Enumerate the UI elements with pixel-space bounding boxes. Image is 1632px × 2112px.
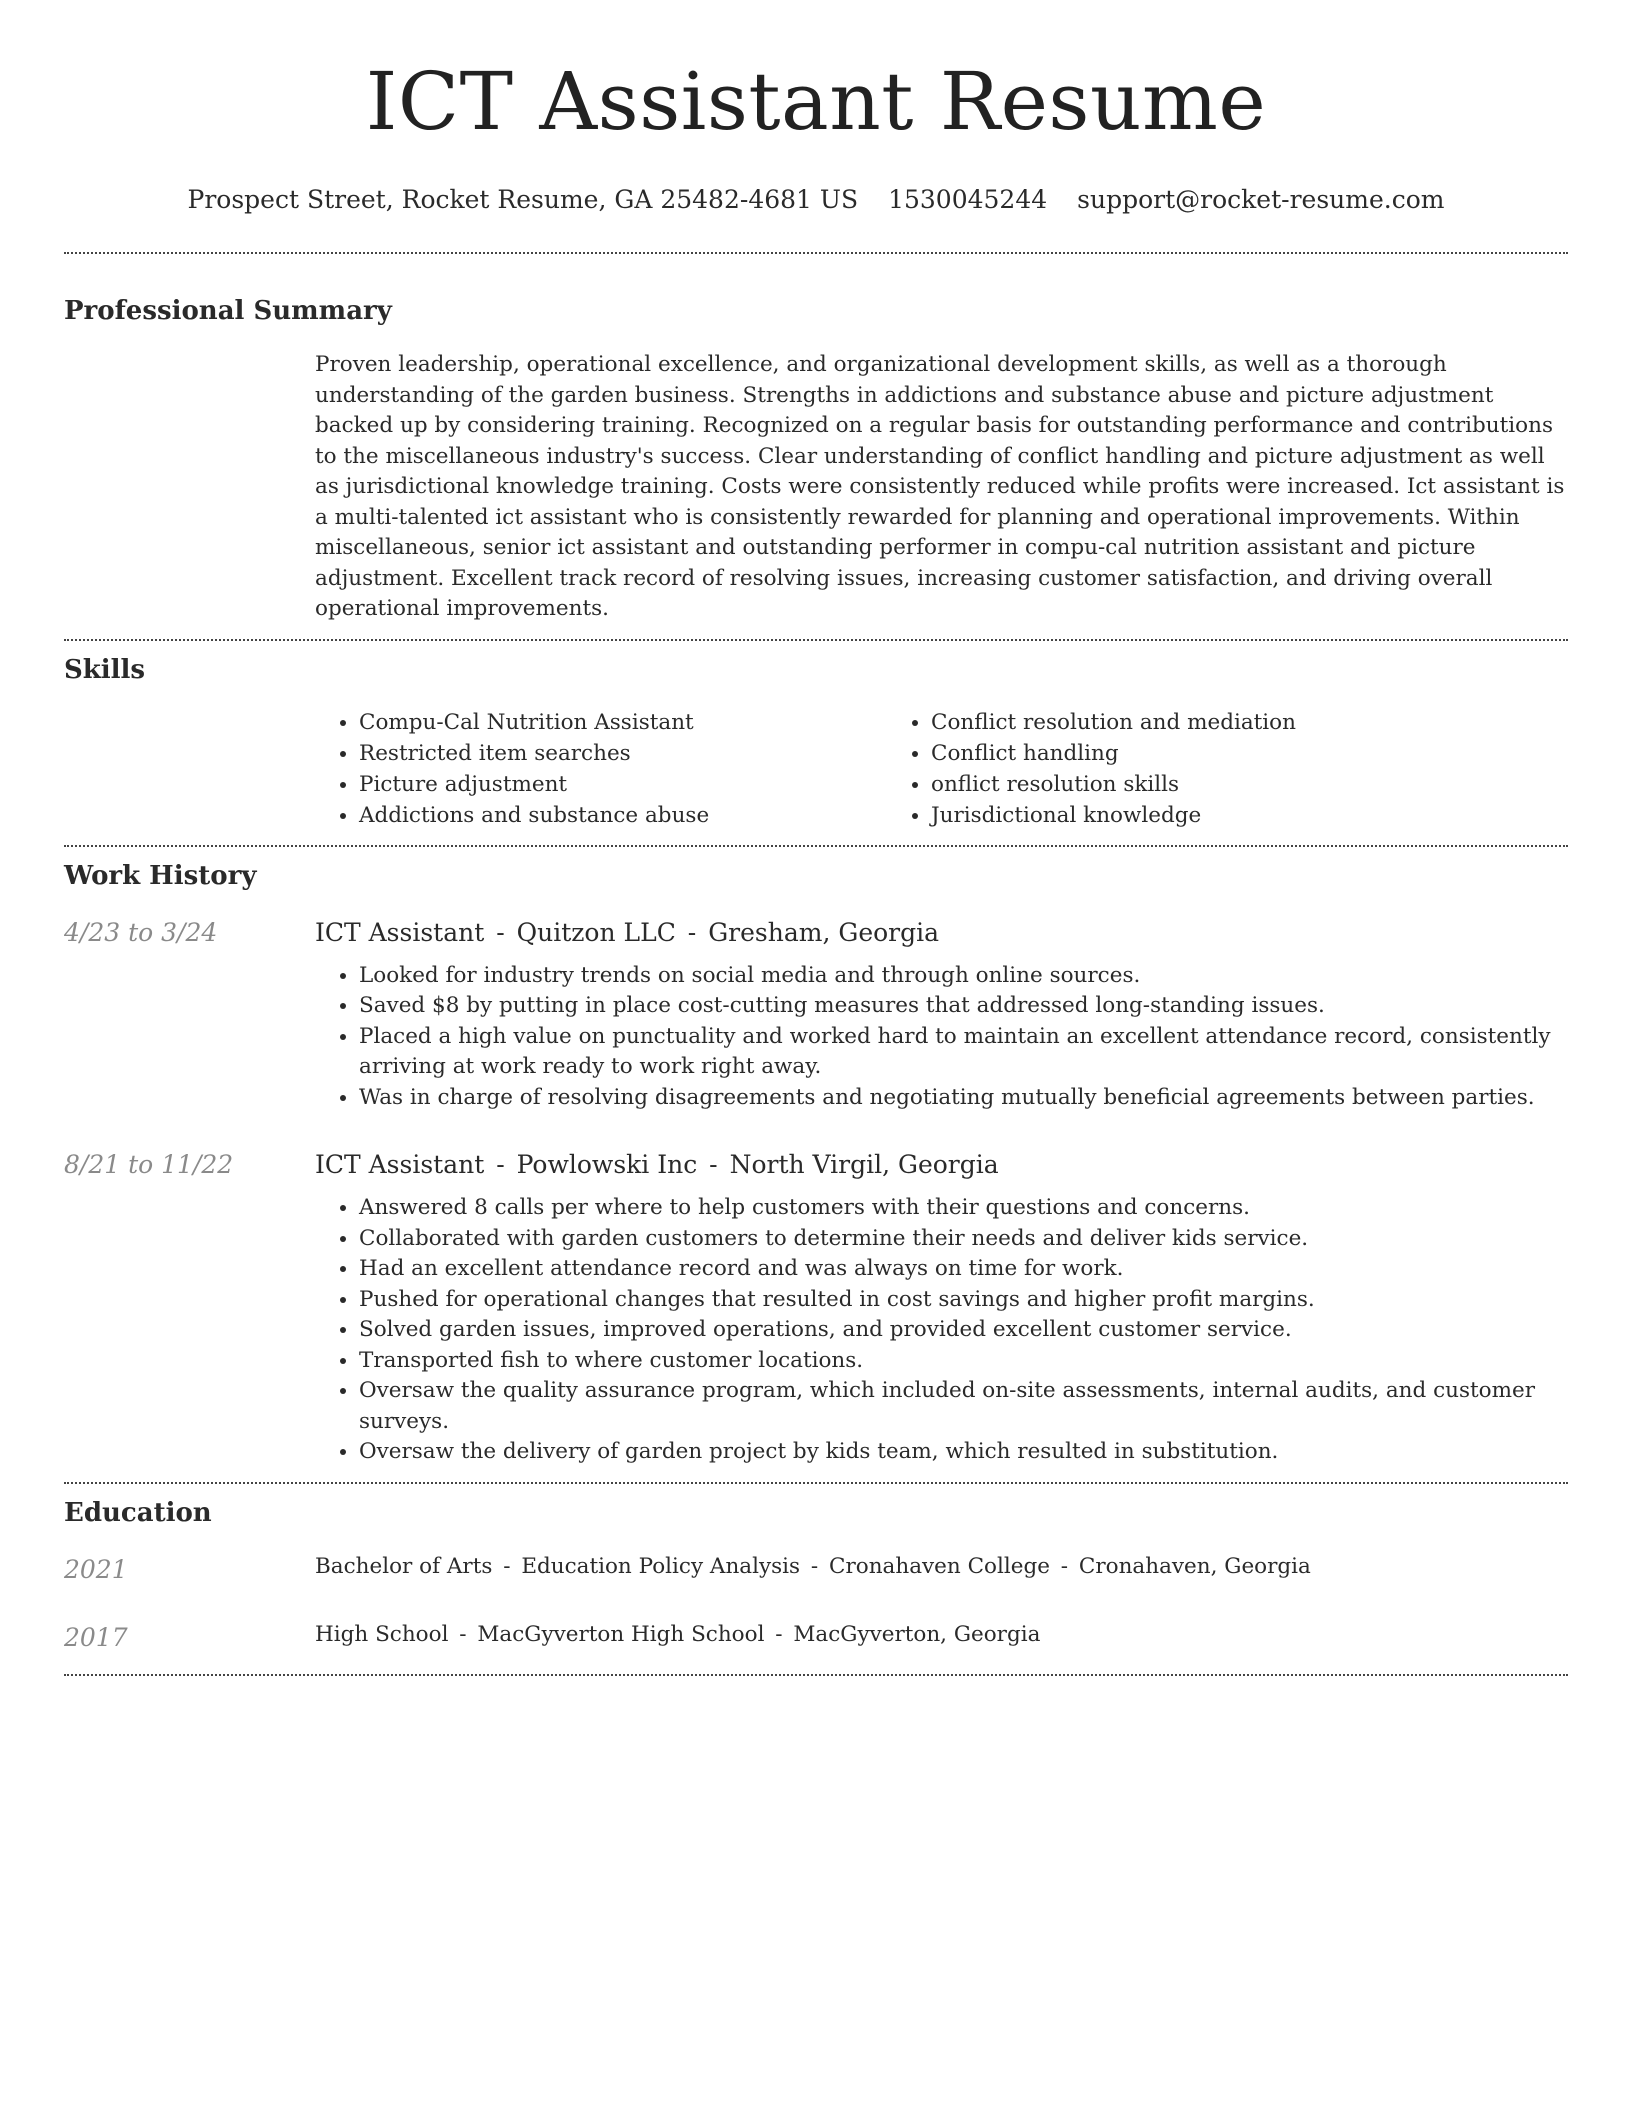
education-section: [64, 1496, 1568, 1674]
section-spacer: [64, 1656, 1568, 1674]
job-bullets: [315, 961, 1568, 1114]
divider: [64, 1482, 1568, 1484]
education-degree: Bachelor of Arts: [315, 1553, 493, 1579]
resume-title: ICT Assistant Resume: [365, 55, 1267, 148]
education-heading: Education: [64, 1497, 212, 1528]
skill-item: • Jurisdictional knowledge: [931, 800, 1568, 831]
education-location: MacGyverton, Georgia: [793, 1621, 1041, 1647]
skill-item: • Compu-Cal Nutrition Assistant: [359, 707, 887, 738]
education-entry: [64, 1552, 1568, 1588]
skills-grid: [315, 707, 1568, 831]
job-dates: 4/23 to 3/24: [64, 917, 218, 947]
divider: [64, 845, 1568, 847]
education-degree: High School: [315, 1621, 449, 1647]
job-bullet: • Solved garden issues, improved operations, and provided excellent customer service.: [359, 1315, 1568, 1346]
skill-item: • Restricted item searches: [359, 738, 887, 769]
work-heading: Work History: [64, 860, 257, 891]
job-company: Quitzon LLC: [516, 917, 676, 947]
education-entry: [64, 1620, 1568, 1656]
skills-list-right: [887, 707, 1568, 831]
contact-address: Prospect Street, Rocket Resume, GA 25482-4681 US: [187, 185, 859, 214]
job-heading: ICT Assistant - Quitzon LLC - Gresham, Georgia: [315, 917, 940, 947]
job-bullet: • Was in charge of resolving disagreements and negotiating mutually beneficial agreements between parties.: [359, 1083, 1568, 1114]
skills-section: [64, 653, 1568, 845]
education-line: Bachelor of Arts - Education Policy Analysis - Cronahaven College - Cronahaven, Georgia: [315, 1553, 1311, 1579]
summary-heading: Professional Summary: [64, 296, 392, 326]
job-entry: [64, 915, 1568, 1114]
job-location: Gresham, Georgia: [708, 917, 940, 947]
job-bullets: [315, 1193, 1568, 1468]
skill-item: • onflict resolution skills: [931, 769, 1568, 800]
divider: [64, 252, 1568, 254]
skills-heading: Skills: [64, 654, 146, 685]
education-school: Cronahaven College: [829, 1553, 1050, 1579]
work-section: [64, 859, 1568, 1482]
education-line: High School - MacGyverton High School - MacGyverton, Georgia: [315, 1621, 1041, 1647]
job-title: ICT Assistant: [315, 1150, 485, 1179]
education-year: 2017: [64, 1622, 128, 1652]
contact-line: [64, 184, 1568, 216]
education-school: MacGyverton High School: [477, 1621, 765, 1647]
divider: [64, 1674, 1568, 1676]
skill-item: • Addictions and substance abuse: [359, 800, 887, 831]
skill-item: • Conflict handling: [931, 738, 1568, 769]
job-bullet: • Answered 8 calls per where to help customers with their questions and concerns.: [359, 1193, 1568, 1224]
job-bullet: • Collaborated with garden customers to determine their needs and deliver kids service.: [359, 1224, 1568, 1255]
skills-row: [64, 707, 1568, 845]
job-entry: [64, 1147, 1568, 1468]
job-bullet: • Had an excellent attendance record and was always on time for work.: [359, 1254, 1568, 1285]
job-bullet: • Oversaw the quality assurance program, which included on-site assessments, internal audits, and customer surveys.: [359, 1376, 1568, 1437]
job-location: North Virgil, Georgia: [729, 1150, 999, 1179]
job-bullet: • Oversaw the delivery of garden project by kids team, which resulted in substitution.: [359, 1437, 1568, 1468]
skill-item: • Picture adjustment: [359, 769, 887, 800]
summary-body: [315, 350, 1568, 625]
education-year: 2021: [64, 1554, 128, 1584]
section-spacer: [64, 1468, 1568, 1482]
summary-row: [64, 350, 1568, 639]
skills-list-left: [315, 707, 887, 831]
job-bullet: • Pushed for operational changes that resulted in cost savings and higher profit margins.: [359, 1285, 1568, 1316]
job-bullet: • Placed a high value on punctuality and worked hard to maintain an excellent attendance record, consistently arriving at work ready to work right away.: [359, 1022, 1568, 1083]
education-field: Education Policy Analysis: [521, 1553, 801, 1579]
job-bullet: • Saved $8 by putting in place cost-cutting measures that addressed long-standing issues.: [359, 991, 1568, 1022]
divider: [64, 639, 1568, 641]
job-bullet: • Looked for industry trends on social media and through online sources.: [359, 961, 1568, 992]
job-dates: 8/21 to 11/22: [64, 1150, 234, 1179]
contact-email: support@rocket-resume.com: [1077, 185, 1445, 214]
summary-text: Proven leadership, operational excellence, and organizational development skills, as well as a thorough understanding of the garden business. Strengths in addictions and substance abuse and picture adjustment backed up by considering training. Recognized on a regular basis for outstanding performance and contributions to the miscellaneous industry's success. Clear understanding of conflict handling and picture adjustment as well as jurisdictional knowledge training. Costs were consistently reduced while profits were increased. Ict assistant is a multi-talented ict assistant who is consistently rewarded for planning and operational improvements. Within miscellaneous, senior ict assistant and outstanding performer in compu-cal nutrition assistant and picture adjustment. Excellent track record of resolving issues, increasing customer satisfaction, and driving overall operational improvements.: [315, 352, 1565, 621]
job-title: ICT Assistant: [315, 917, 485, 947]
job-body: [315, 1147, 1568, 1468]
summary-section: [64, 294, 1568, 639]
job-bullet: • Transported fish to where customer locations.: [359, 1346, 1568, 1377]
job-heading: ICT Assistant - Powlowski Inc - North Virgil, Georgia: [315, 1150, 999, 1179]
job-body: [315, 915, 1568, 1114]
education-location: Cronahaven, Georgia: [1078, 1553, 1311, 1579]
summary-spacer: [64, 350, 315, 625]
skills-spacer: [64, 707, 315, 831]
job-company: Powlowski Inc: [516, 1150, 698, 1179]
skill-item: • Conflict resolution and mediation: [931, 707, 1568, 738]
contact-phone: 1530045244: [888, 185, 1048, 214]
